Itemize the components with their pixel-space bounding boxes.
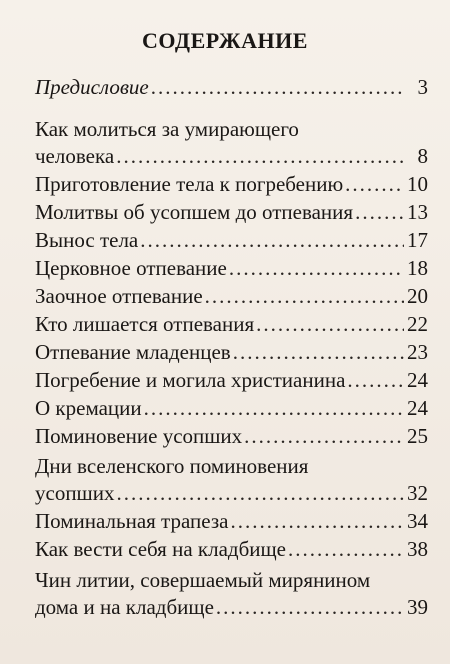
toc-entry-title: Поминовение усопших (35, 424, 243, 448)
toc-entry-title: дома и на кладбище (35, 595, 214, 619)
toc-entry (35, 199, 428, 226)
toc-entry-page-number: 39 (407, 595, 428, 619)
dot-leader (144, 395, 404, 422)
toc-entry-page-number: 32 (407, 481, 428, 505)
toc-entry-page-number: 24 (407, 368, 428, 392)
table-of-contents (35, 74, 428, 621)
toc-entry-page-number: 25 (407, 424, 428, 448)
toc-entry-title: Поминальная трапеза (35, 509, 229, 533)
dot-leader (345, 171, 404, 198)
dot-leader (151, 74, 404, 101)
toc-entry-page-number: 23 (407, 340, 428, 364)
toc-entry-page-number: 10 (407, 172, 428, 196)
toc-entry-title: человека (35, 144, 115, 168)
toc-entry-page-number: 22 (407, 312, 428, 336)
toc-entry-title-line: Как молиться за умирающего (35, 117, 299, 141)
page-title: СОДЕРЖАНИЕ (142, 28, 308, 53)
toc-entry (35, 227, 428, 254)
toc-entry-page-number: 17 (407, 228, 428, 252)
dot-leader (256, 311, 404, 338)
dot-leader (229, 255, 404, 282)
dot-leader (216, 594, 404, 621)
toc-entry-page-number: 34 (407, 509, 428, 533)
toc-entry-title: Вынос тела (35, 228, 139, 252)
dot-leader (244, 423, 404, 450)
toc-entry-page-number: 20 (407, 284, 428, 308)
toc-entry (35, 255, 428, 282)
toc-entry-title: Отпевание младенцев (35, 340, 231, 364)
dot-leader (230, 508, 404, 535)
toc-entry-title-line: Дни вселенского поминовения (35, 454, 309, 478)
toc-entry (35, 339, 428, 366)
toc-entry-title: усопших (35, 481, 115, 505)
dot-leader (355, 199, 404, 226)
toc-entry (35, 567, 428, 621)
toc-entry-title: Приготовление тела к погребению (35, 172, 344, 196)
toc-entry-title: Погребение и могила христианина (35, 368, 346, 392)
toc-entry (35, 367, 428, 394)
toc-entry-page-number: 18 (407, 256, 428, 280)
toc-entry (35, 453, 428, 507)
dot-leader (288, 536, 404, 563)
toc-entry (35, 311, 428, 338)
dot-leader (140, 227, 404, 254)
toc-entry (35, 508, 428, 535)
toc-entry (35, 395, 428, 422)
toc-entry (35, 171, 428, 198)
toc-entry-page-number: 8 (417, 144, 428, 168)
toc-entry-title: Церковное отпевание (35, 256, 227, 280)
toc-entry (35, 283, 428, 310)
toc-entry-title: О кремации (35, 396, 142, 420)
toc-entry-page-number: 24 (407, 396, 428, 420)
toc-entry-page-number: 13 (407, 200, 428, 224)
toc-entry (35, 536, 428, 563)
toc-entry-title: Кто лишается отпевания (35, 312, 255, 336)
toc-entry (35, 74, 428, 101)
dot-leader (116, 143, 404, 170)
toc-entry-title: Предисловие (35, 75, 149, 99)
toc-entry-title: Заочное отпевание (35, 284, 203, 308)
dot-leader (116, 480, 404, 507)
toc-entry (35, 116, 428, 170)
toc-entry-title-line: Чин литии, совершаемый мирянином (35, 568, 371, 592)
dot-leader (205, 283, 404, 310)
toc-entry-page-number: 38 (407, 537, 428, 561)
toc-entry-title: Как вести себя на кладбище (35, 537, 287, 561)
toc-entry-page-number: 3 (417, 75, 428, 99)
dot-leader (233, 339, 404, 366)
toc-entry (35, 423, 428, 450)
toc-entry-title: Молитвы об усопшем до отпевания (35, 200, 354, 224)
dot-leader (347, 367, 404, 394)
